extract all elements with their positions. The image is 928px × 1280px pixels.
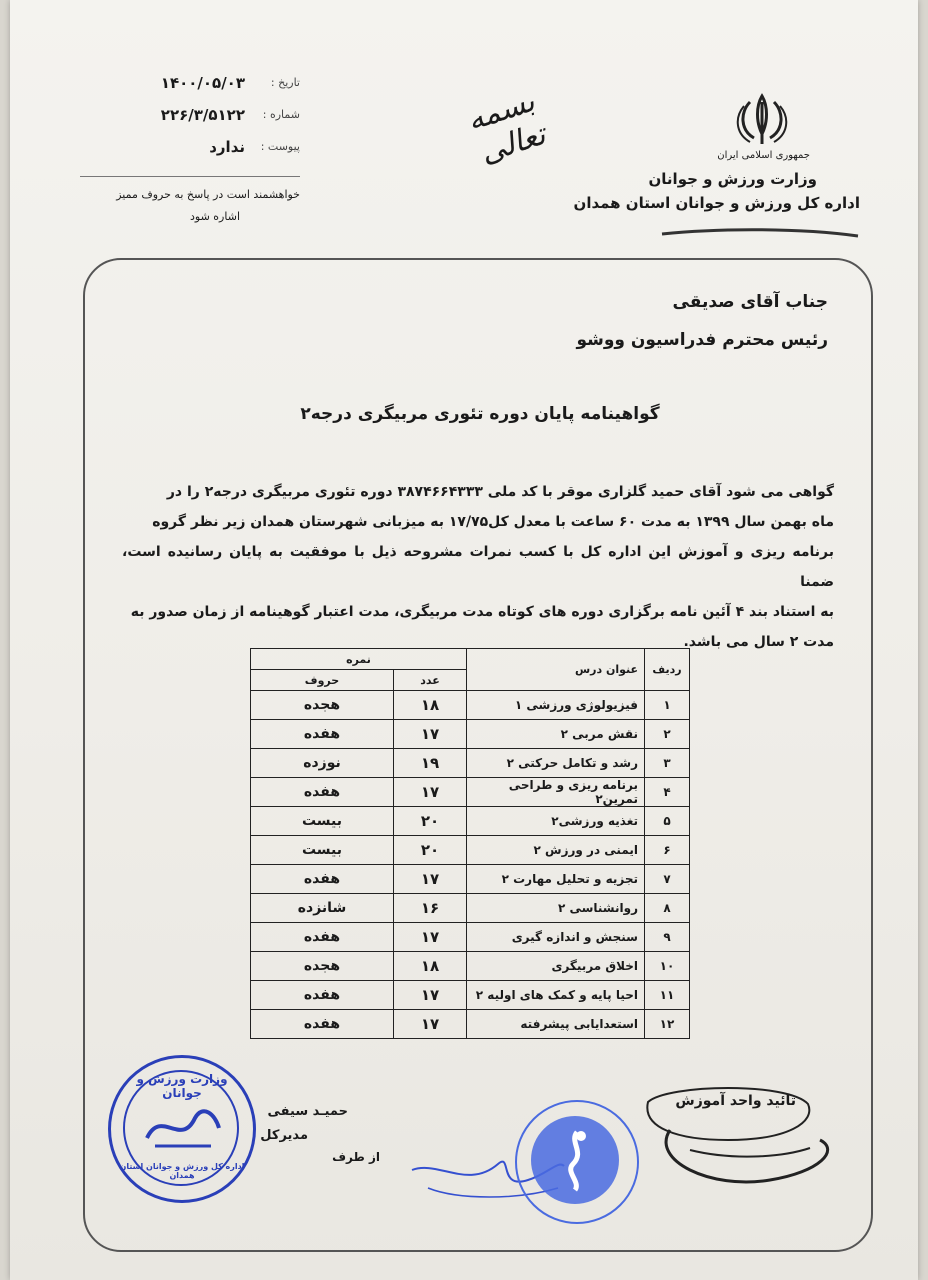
body-line: گواهی می شود آقای حمید گلزاری موقر با کد ملی ۳۸۷۴۶۶۴۳۳۳ دوره تئوری مربیگری درجه۲ را در <box>166 484 834 500</box>
grade-letters-cell: شانزده <box>251 894 394 923</box>
reply-note <box>70 184 300 228</box>
grade-digits-cell: ۱۷ <box>394 923 467 952</box>
subject-cell: برنامه ریزی و طراحی تمرین۲ <box>467 778 645 807</box>
table-row <box>251 691 690 720</box>
number-label: شماره : <box>262 108 300 121</box>
wushu-fighter-icon <box>551 1128 603 1194</box>
row-number-cell: ۹ <box>645 923 690 952</box>
grade-letters-cell: هفده <box>251 923 394 952</box>
grade-digits-cell: ۱۷ <box>394 1010 467 1039</box>
republic-label: جمهوری اسلامی ایران <box>717 150 810 161</box>
col-letters-header: حروف <box>251 670 394 691</box>
signer-name: حمیـد سیفی <box>267 1104 348 1119</box>
office-stamp <box>108 1055 256 1203</box>
row-number-cell: ۴ <box>645 778 690 807</box>
row-number-cell: ۳ <box>645 749 690 778</box>
table-row <box>251 836 690 865</box>
body-line: ماه بهمن سال ۱۳۹۹ به مدت ۶۰ ساعت با معدل کل۱۷/۷۵ به میزبانی شهرستان همدان زیر نظر گروه <box>152 514 834 530</box>
grades-body <box>251 691 690 1039</box>
grade-digits-cell: ۱۷ <box>394 778 467 807</box>
row-number-cell: ۱۰ <box>645 952 690 981</box>
grade-digits-cell: ۱۷ <box>394 720 467 749</box>
row-number-cell: ۱۱ <box>645 981 690 1010</box>
grade-digits-cell: ۱۶ <box>394 894 467 923</box>
table-row <box>251 894 690 923</box>
body-line: برنامه ریزی و آموزش این اداره کل با کسب نمرات مشروحه ذیل با موفقیت به پایان رسانیده است، ضمنا <box>122 544 834 590</box>
grade-digits-cell: ۱۷ <box>394 981 467 1010</box>
attachment-value: ندارد <box>209 138 245 156</box>
table-row <box>251 1010 690 1039</box>
subject-cell: احیا پایه و کمک های اولیه ۲ <box>467 981 645 1010</box>
subject-cell: تغذیه ورزشی۲ <box>467 807 645 836</box>
date-value: ۱۴۰۰/۰۵/۰۳ <box>160 74 245 92</box>
subject-cell: سنجش و اندازه گیری <box>467 923 645 952</box>
office-name: اداره کل ورزش و جوانان استان همدان <box>573 194 860 212</box>
subject-cell: روانشناسی ۲ <box>467 894 645 923</box>
stamp-top-text: وزارت ورزش و جوانان <box>136 1072 228 1100</box>
letter-body <box>122 477 834 657</box>
wushu-seal <box>515 1100 639 1224</box>
table-row <box>251 952 690 981</box>
grade-digits-cell: ۱۸ <box>394 952 467 981</box>
ministry-name: وزارت ورزش و جوانان <box>648 170 817 188</box>
grade-letters-cell: هفده <box>251 865 394 894</box>
subject-cell: ایمنی در ورزش ۲ <box>467 836 645 865</box>
letter-paper <box>10 0 918 1280</box>
grade-digits-cell: ۱۷ <box>394 865 467 894</box>
subject-cell: نقش مربی ۲ <box>467 720 645 749</box>
recipient-name: جناب آقای صدیقی <box>672 292 828 312</box>
behalf-label: از طرف <box>332 1150 380 1164</box>
subject-cell: تجزیه و تحلیل مهارت ۲ <box>467 865 645 894</box>
subject-cell: استعدایابی پیشرفته <box>467 1010 645 1039</box>
table-row <box>251 807 690 836</box>
signer-title: مدیرکل <box>260 1128 308 1143</box>
date-label: تاریخ : <box>270 76 300 89</box>
recipient-position: رئیس محترم فدراسیون ووشو <box>576 330 828 350</box>
subject-cell: اخلاق مربیگری <box>467 952 645 981</box>
subject-cell: رشد و تکامل حرکتی ۲ <box>467 749 645 778</box>
grade-letters-cell: بیست <box>251 807 394 836</box>
grade-letters-cell: هفده <box>251 778 394 807</box>
number-row <box>160 106 300 128</box>
row-number-cell: ۲ <box>645 720 690 749</box>
bismillah-calligraphy: بسمه تعالی <box>462 83 550 171</box>
col-subject-header: عنوان درس <box>467 649 645 691</box>
number-value: ۲۲۶/۳/۵۱۲۲ <box>160 106 245 124</box>
grade-letters-cell: بیست <box>251 836 394 865</box>
grades-table <box>250 648 690 1039</box>
table-row <box>251 981 690 1010</box>
grade-letters-cell: هفده <box>251 981 394 1010</box>
row-number-cell: ۱۲ <box>645 1010 690 1039</box>
grade-digits-cell: ۲۰ <box>394 807 467 836</box>
body-line: مدت ۲ سال می باشد. <box>683 634 834 650</box>
attachment-row <box>160 138 300 160</box>
row-number-cell: ۵ <box>645 807 690 836</box>
grade-letters-cell: هجده <box>251 691 394 720</box>
iran-emblem-icon <box>732 92 792 148</box>
col-digits-header: عدد <box>394 670 467 691</box>
subject-cell: فیزیولوژی ورزشی ۱ <box>467 691 645 720</box>
body-line: به استناد بند ۴ آئین نامه برگزاری دوره های کوتاه مدت مربیگری، مدت اعتبار گوهینامه از زمان صدور به <box>130 604 834 620</box>
header-flourish-icon <box>660 226 860 242</box>
stamp-calligraphy-icon <box>141 1098 223 1154</box>
stamp-bottom-text: اداره کل ورزش و جوانان استان همدان <box>119 1162 245 1180</box>
col-grade-header: نمره <box>251 649 467 670</box>
table-row <box>251 865 690 894</box>
col-row-header: ردیف <box>645 649 690 691</box>
grade-letters-cell: هفده <box>251 1010 394 1039</box>
approval-label: تائید واحد آموزش <box>675 1093 796 1109</box>
letter-title: گواهینامه پایان دوره تئوری مربیگری درجه۲ <box>300 404 660 424</box>
grade-letters-cell: نوزده <box>251 749 394 778</box>
grade-digits-cell: ۱۸ <box>394 691 467 720</box>
reply-note-line1: خواهشمند است در پاسخ به حروف ممیز <box>116 188 300 201</box>
approval-scribble-icon <box>650 1120 850 1200</box>
table-row <box>251 923 690 952</box>
grade-letters-cell: هفده <box>251 720 394 749</box>
date-row <box>160 74 300 96</box>
attachment-label: پیوست : <box>260 140 300 153</box>
grade-letters-cell: هجده <box>251 952 394 981</box>
table-row <box>251 749 690 778</box>
row-number-cell: ۶ <box>645 836 690 865</box>
reply-note-line2: اشاره شود <box>190 210 240 223</box>
row-number-cell: ۸ <box>645 894 690 923</box>
grade-digits-cell: ۱۹ <box>394 749 467 778</box>
header-divider <box>80 176 300 177</box>
table-row <box>251 778 690 807</box>
row-number-cell: ۱ <box>645 691 690 720</box>
table-row <box>251 720 690 749</box>
grade-digits-cell: ۲۰ <box>394 836 467 865</box>
row-number-cell: ۷ <box>645 865 690 894</box>
